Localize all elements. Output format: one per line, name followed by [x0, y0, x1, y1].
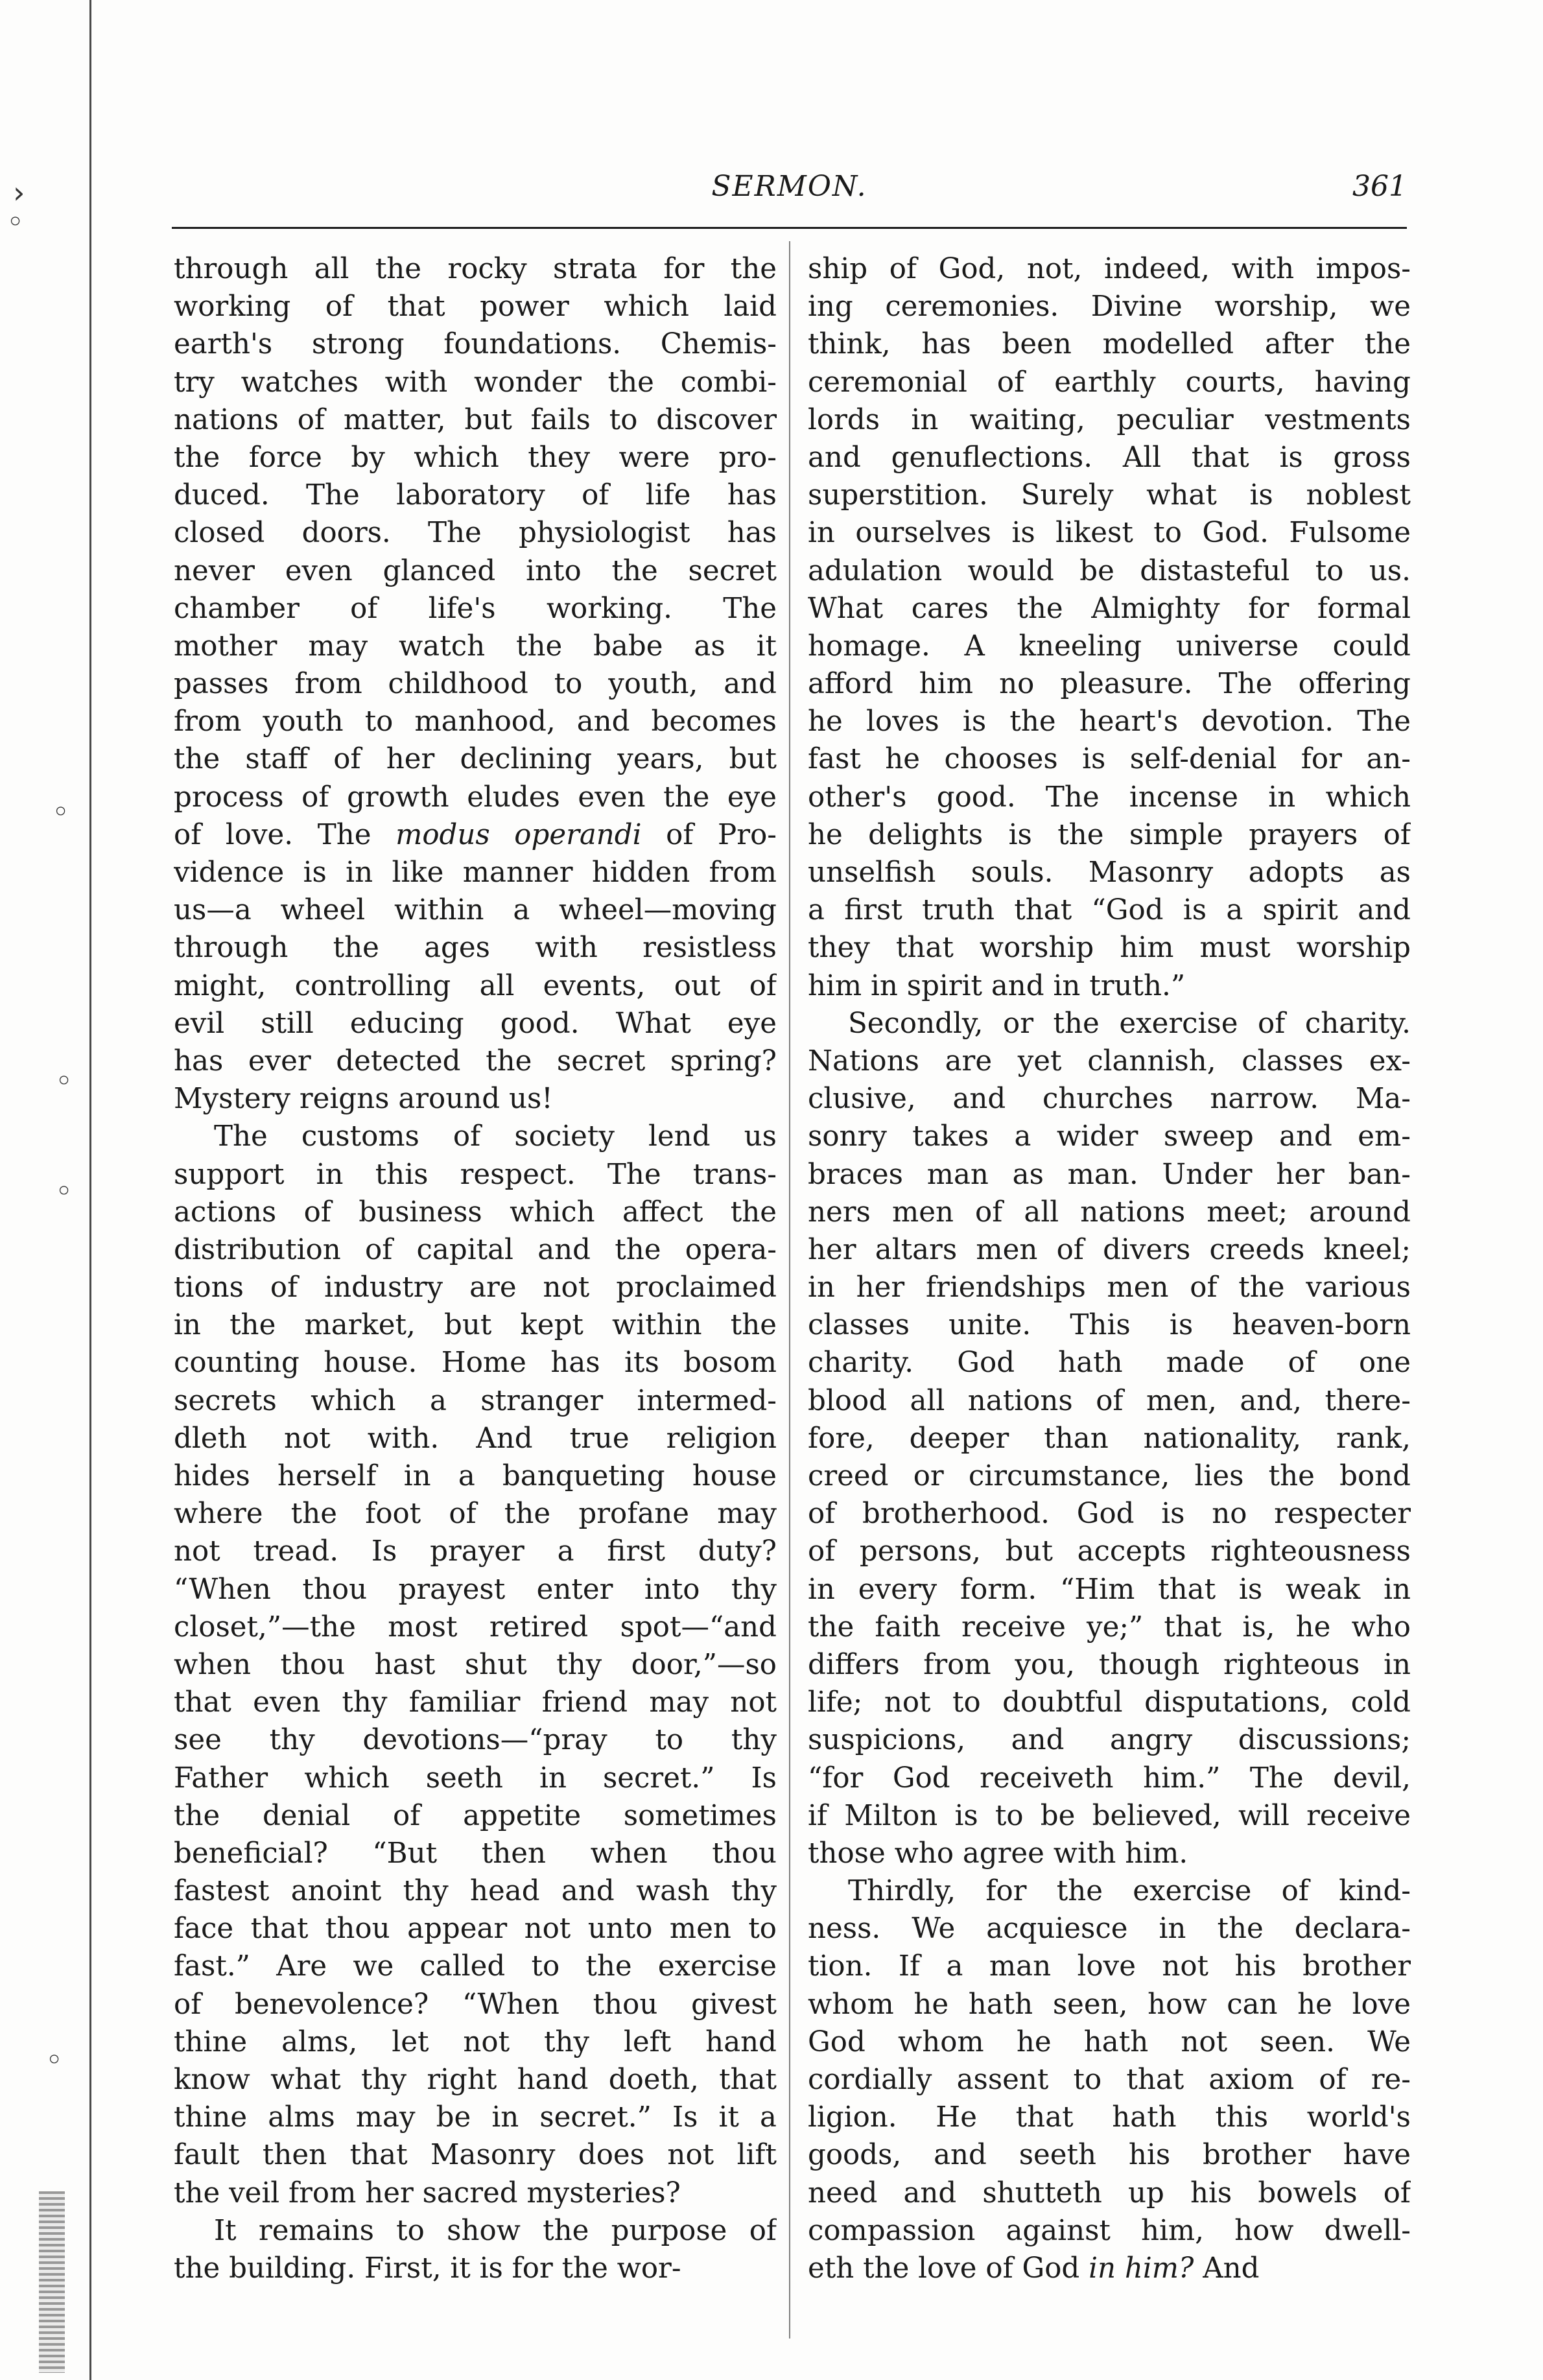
text-line: fast he chooses is self-denial for an-	[808, 743, 1411, 776]
text-line: earth's strong foundations. Chemis-	[174, 328, 777, 361]
text-line: not tread. Is prayer a first duty?	[174, 1535, 777, 1568]
text-line: thine alms, let not thy left hand	[174, 2025, 777, 2058]
text-line: evil still educing good. What eye	[174, 1007, 777, 1040]
text-line: beneficial? “But then when thou	[174, 1837, 777, 1870]
scan-artifact	[39, 2191, 65, 2373]
text-line: think, has been modelled after the	[808, 328, 1411, 361]
text-line: the denial of appetite sometimes	[174, 1799, 777, 1832]
text-line: support in this respect. The trans-	[174, 1158, 777, 1191]
text-line: closed doors. The physiologist has	[174, 517, 777, 550]
text-line: the faith receive ye;” that is, he who	[808, 1610, 1411, 1644]
text-line: superstition. Surely what is noblest	[808, 479, 1411, 512]
text-line: ners men of all nations meet; around	[808, 1196, 1411, 1229]
text-line: tions of industry are not proclaimed	[174, 1271, 777, 1304]
text-line: of love. The modus operandi of Pro-	[174, 818, 777, 851]
text-line: that even thy familiar friend may not	[174, 1686, 777, 1719]
text-line: ness. We acquiesce in the declara-	[808, 1913, 1411, 1946]
text-line: passes from childhood to youth, and	[174, 668, 777, 701]
text-line: he delights is the simple prayers of	[808, 818, 1411, 851]
text-line: braces man as man. Under her ban-	[808, 1158, 1411, 1191]
text-line: in every form. “Him that is weak in	[808, 1573, 1411, 1606]
margin-mark: ›	[13, 175, 25, 210]
text-line: when thou hast shut thy door,”—so	[174, 1648, 777, 1681]
text-line: creed or circumstance, lies the bond	[808, 1460, 1411, 1492]
text-line: of brotherhood. God is no respecter	[808, 1498, 1411, 1531]
text-line: dleth not with. And true religion	[174, 1422, 777, 1455]
text-line: whom he hath seen, how can he love	[808, 1988, 1411, 2021]
text-line: God whom he hath not seen. We	[808, 2025, 1411, 2058]
page-number: 361	[1352, 170, 1407, 203]
text-line: homage. A kneeling universe could	[808, 630, 1411, 663]
text-line: and genuflections. All that is gross	[808, 441, 1411, 474]
margin-mark: ◦	[45, 2042, 64, 2077]
text-line: closet,”—the most retired spot—“and	[174, 1610, 777, 1644]
text-line: fore, deeper than nationality, rank,	[808, 1422, 1411, 1455]
text-line: in her friendships men of the various	[808, 1271, 1411, 1304]
text-line: the staff of her declining years, but	[174, 743, 777, 776]
text-line: in the market, but kept within the	[174, 1309, 777, 1342]
text-line: need and shutteth up his bowels of	[808, 2176, 1411, 2209]
text-line: the force by which they were pro-	[174, 441, 777, 474]
text-line: know what thy right hand doeth, that	[174, 2064, 777, 2096]
text-line: suspicions, and angry discussions;	[808, 1724, 1411, 1757]
text-line: Thirdly, for the exercise of kind-	[848, 1875, 1411, 1908]
text-line: working of that power which laid	[174, 290, 777, 324]
text-line: of persons, but accepts righteousness	[808, 1535, 1411, 1568]
text-line: secrets which a stranger intermed-	[174, 1384, 777, 1417]
text-line: has ever detected the secret spring?	[174, 1044, 777, 1078]
text-line: ceremonial of earthly courts, having	[808, 366, 1411, 399]
text-line: cordially assent to that axiom of re-	[808, 2064, 1411, 2096]
text-line: the veil from her sacred mysteries?	[174, 2176, 681, 2209]
text-line: her altars men of divers creeds kneel;	[808, 1233, 1411, 1266]
running-title: SERMON.	[711, 170, 867, 203]
text-line: fast.” Are we called to the exercise	[174, 1950, 777, 1983]
text-line: fastest anoint thy head and wash thy	[174, 1875, 777, 1908]
text-line: The customs of society lend us	[214, 1120, 777, 1153]
margin-mark: ◦	[55, 1173, 73, 1208]
text-line: ing ceremonies. Divine worship, we	[808, 290, 1411, 324]
text-line: Nations are yet clannish, classes ex-	[808, 1044, 1411, 1078]
text-line: life; not to doubtful disputations, cold	[808, 1686, 1411, 1719]
text-line: “When thou prayest enter into thy	[174, 1573, 777, 1606]
right-column	[808, 250, 1411, 2287]
text-line: us—a wheel within a wheel—moving	[174, 894, 777, 927]
text-line: afford him no pleasure. The offering	[808, 668, 1411, 701]
text-line: tion. If a man love not his brother	[808, 1950, 1411, 1983]
text-line: thine alms may be in secret.” Is it a	[174, 2101, 777, 2134]
text-line: actions of business which affect the	[174, 1196, 777, 1229]
text-line: Mystery reigns around us!	[174, 1083, 553, 1116]
text-line: clusive, and churches narrow. Ma-	[808, 1083, 1411, 1116]
text-line: through the ages with resistless	[174, 932, 777, 965]
text-line: fault then that Masonry does not lift	[174, 2139, 777, 2172]
text-line: see thy devotions—“pray to thy	[174, 1724, 777, 1757]
text-line: if Milton is to be believed, will receive	[808, 1799, 1411, 1832]
text-line: eth the love of God in him? And	[808, 2252, 1260, 2285]
text-line: Father which seeth in secret.” Is	[174, 1761, 777, 1795]
column-divider	[789, 241, 790, 2339]
text-line: duced. The laboratory of life has	[174, 479, 777, 512]
text-line: “for God receiveth him.” The devil,	[808, 1761, 1411, 1795]
text-line: ligion. He that hath this world's	[808, 2101, 1411, 2134]
text-line: It remains to show the purpose of	[214, 2214, 777, 2247]
text-line: compassion against him, how dwell-	[808, 2214, 1411, 2247]
text-line: vidence is in like manner hidden from	[174, 856, 777, 889]
text-line: classes unite. This is heaven-born	[808, 1309, 1411, 1342]
page-edge-line	[89, 0, 91, 2380]
left-column	[174, 250, 777, 2287]
margin-mark: ◦	[6, 204, 25, 239]
text-line: mother may watch the babe as it	[174, 630, 777, 663]
text-line: him in spirit and in truth.”	[808, 969, 1186, 1002]
text-line: goods, and seeth his brother have	[808, 2139, 1411, 2172]
text-line: sonry takes a wider sweep and em-	[808, 1120, 1411, 1153]
text-line: where the foot of the profane may	[174, 1498, 777, 1531]
text-line: other's good. The incense in which	[808, 781, 1411, 814]
text-line: What cares the Almighty for formal	[808, 592, 1411, 625]
text-line: adulation would be distasteful to us.	[808, 554, 1411, 587]
text-line: a first truth that “God is a spirit and	[808, 894, 1411, 927]
text-line: those who agree with him.	[808, 1837, 1188, 1870]
text-line: the building. First, it is for the wor-	[174, 2252, 681, 2285]
margin-mark: ◦	[52, 794, 70, 829]
margin-mark: ◦	[55, 1063, 73, 1098]
text-line: ship of God, not, indeed, with impos-	[808, 253, 1411, 285]
text-line: hides herself in a banqueting house	[174, 1460, 777, 1492]
text-line: in ourselves is likest to God. Fulsome	[808, 517, 1411, 550]
text-line: through all the rocky strata for the	[174, 253, 777, 285]
text-line: distribution of capital and the opera-	[174, 1233, 777, 1266]
text-line: lords in waiting, peculiar vestments	[808, 403, 1411, 436]
text-line: never even glanced into the secret	[174, 554, 777, 587]
text-line: Secondly, or the exercise of charity.	[848, 1007, 1411, 1040]
text-line: he loves is the heart's devotion. The	[808, 705, 1411, 738]
text-line: differs from you, though righteous in	[808, 1648, 1411, 1681]
text-line: charity. God hath made of one	[808, 1347, 1411, 1380]
text-line: face that thou appear not unto men to	[174, 1913, 777, 1946]
text-line: try watches with wonder the combi-	[174, 366, 777, 399]
scan-margin	[0, 0, 84, 2380]
text-line: nations of matter, but fails to discover	[174, 403, 777, 436]
text-line: from youth to manhood, and becomes	[174, 705, 777, 738]
text-line: chamber of life's working. The	[174, 592, 777, 625]
text-line: counting house. Home has its bosom	[174, 1347, 777, 1380]
text-line: process of growth eludes even the eye	[174, 781, 777, 814]
text-line: they that worship him must worship	[808, 932, 1411, 965]
header-rule	[172, 227, 1407, 229]
text-line: unselfish souls. Masonry adopts as	[808, 856, 1411, 889]
text-line: blood all nations of men, and, there-	[808, 1384, 1411, 1417]
page-header	[172, 170, 1407, 209]
text-line: of benevolence? “When thou givest	[174, 1988, 777, 2021]
text-line: might, controlling all events, out of	[174, 969, 777, 1002]
